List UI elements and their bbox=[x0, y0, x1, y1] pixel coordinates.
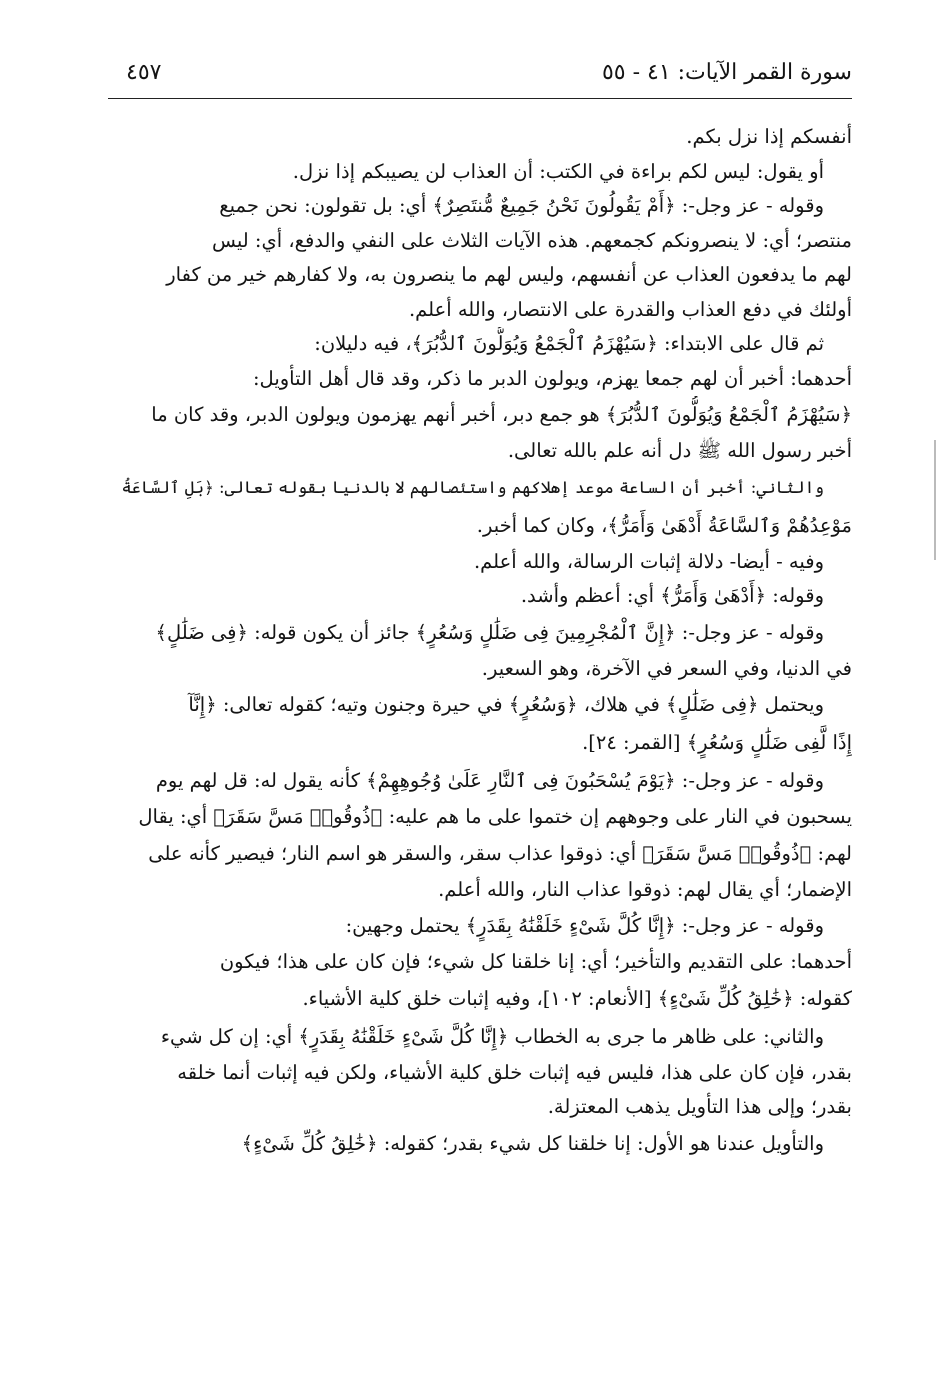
text-line: بقدر؛ وإلى هذا التأويل يذهب المعتزلة. bbox=[547, 1095, 852, 1118]
text-line: وقوله - عز وجل-: ﴿يَوْمَ يُسْحَبُونَ فِى ٱلنَّارِ عَلَىٰ وُجُوهِهِمْ﴾ كأنه يقول له: قل لهم يوم bbox=[155, 769, 824, 792]
page-body bbox=[108, 120, 852, 1163]
page-header bbox=[108, 58, 852, 99]
page-number: ٤٥٧ bbox=[126, 60, 162, 85]
text-line: أخبر رسول الله ﷺ دل أنه علم بالله تعالى. bbox=[507, 439, 852, 462]
text-line: لهم ما يدفعون العذاب عن أنفسهم، وليس لهم ما ينصرون به، ولا كفارهم خير من كفار bbox=[166, 263, 852, 286]
text-line: مَوْعِدُهُمْ وَٱلسَّاعَةُ أَدْهَىٰ وَأَمَرُّ﴾، وكان كما أخبر. bbox=[476, 513, 852, 537]
text-line: ﴿سَيُهْزَمُ ٱلْجَمْعُ وَيُوَلُّونَ ٱلدُّبُرَ﴾ هو جمع دبر، أخبر أنهم يهزمون ويولون الدبر، وقد كان ما bbox=[151, 403, 852, 426]
text-line: منتصر؛ أي: لا ينصرونكم كجمعهم. هذه الآيات الثلاث على النفي والدفع، أي: ليس bbox=[211, 228, 852, 252]
text-line: لهم: ﴿ذُوقُوا۟ مَسَّ سَقَرَ﴾ أي: ذوقوا عذاب سقر، والسقر هو اسم النار؛ فيصير كأنه على bbox=[148, 841, 852, 865]
text-line: أو يقول: ليس لكم براءة في الكتب: أن العذاب لن يصيبكم إذا نزل. bbox=[292, 159, 824, 183]
text-line: ويحتمل ﴿فِى ضَلَٰلٍ﴾ في هلاك، ﴿وَسُعُرٍ﴾ في حيرة وجنون وتيه؛ كقوله تعالى: ﴿إِنَّآ bbox=[188, 693, 824, 716]
text-line: وقوله - عز وجل-: ﴿إِنَّا كُلَّ شَىْءٍ خَلَقْنَٰهُ بِقَدَرٍ﴾ يحتمل وجهين: bbox=[345, 914, 824, 937]
text-line: يسحبون في النار على وجوههم إن ختموا على ما هم عليه: ﴿ذُوقُوا۟ مَسَّ سَقَرَ﴾ أي: يقال bbox=[138, 805, 852, 828]
text-line: ثم قال على الابتداء: ﴿سَيُهْزَمُ ٱلْجَمْعُ وَيُوَلُّونَ ٱلدُّبُرَ﴾، فيه دليلان: bbox=[314, 332, 824, 355]
text-line: في الدنيا، وفي السعر في الآخرة، وهو السعير. bbox=[481, 656, 852, 680]
margin-rule bbox=[934, 440, 936, 560]
text-line: إِذًا لَّفِى ضَلَٰلٍ وَسُعُرٍ﴾ [القمر: ٢٤]. bbox=[582, 731, 852, 754]
text-line: وفيه - أيضا- دلالة إثبات الرسالة، والله أعلم. bbox=[473, 549, 824, 573]
text-line: أحدهما: على التقديم والتأخير؛ أي: إنا خلقنا كل شيء؛ فإن كان على هذا؛ فيكون bbox=[219, 950, 852, 973]
text-line: الإضمار؛ أي يقال لهم: ذوقوا عذاب النار، والله أعلم. bbox=[438, 877, 852, 901]
text-line: والثاني: على ظاهر ما جرى به الخطاب ﴿إِنَّا كُلَّ شَىْءٍ خَلَقْنَٰهُ بِقَدَرٍ﴾ أي: إن كل شيء bbox=[160, 1024, 824, 1048]
text-line: بقدر، فإن كان على هذا، فليس فيه إثبات خلق كلية الأشياء، ولكن فيه إثبات أنما خلقه bbox=[177, 1060, 852, 1084]
text-line: أنفسكم إذا نزل بكم. bbox=[686, 125, 852, 148]
text-line: كقوله: ﴿خَٰلِقُ كُلِّ شَىْءٍ﴾ [الأنعام: ١٠٢]، وفيه إثبات خلق كلية الأشياء. bbox=[302, 986, 852, 1010]
text-line: وقوله: ﴿أَدْهَىٰ وَأَمَرُّ﴾ أي: أعظم وأشد. bbox=[520, 584, 824, 607]
text-line: وقوله - عز وجل-: ﴿أَمْ يَقُولُونَ نَحْنُ جَمِيعٌ مُّنتَصِرٌ﴾ أي: بل تقولون: نحن جميع bbox=[219, 194, 824, 217]
text-line: والتأويل عندنا هو الأول: إنا خلقنا كل شيء بقدر؛ كقوله: ﴿خَٰلِقُ كُلِّ شَىْءٍ﴾ bbox=[241, 1131, 824, 1155]
running-title: سورة القمر الآيات: ٤١ - ٥٥ bbox=[601, 60, 852, 85]
text-line: والثاني: أخبر أن الساعة موعد إهلاكهم واستئصالهم لا بالدنيا بقوله تعالى: ﴿بَلِ ٱلسَّاعَةُ bbox=[121, 477, 824, 497]
text-line: أحدهما: أخبر أن لهم جمعا يهزم، ويولون الدبر ما ذكر، وقد قال أهل التأويل: bbox=[252, 366, 852, 390]
text-line: أولئك في دفع العذاب والقدرة على الانتصار، والله أعلم. bbox=[408, 297, 852, 321]
text-line: وقوله - عز وجل-: ﴿إِنَّ ٱلْمُجْرِمِينَ فِى ضَلَٰلٍ وَسُعُرٍ﴾ جائز أن يكون قوله: ﴿فِى ضَلَٰلٍ﴾ bbox=[155, 620, 824, 644]
